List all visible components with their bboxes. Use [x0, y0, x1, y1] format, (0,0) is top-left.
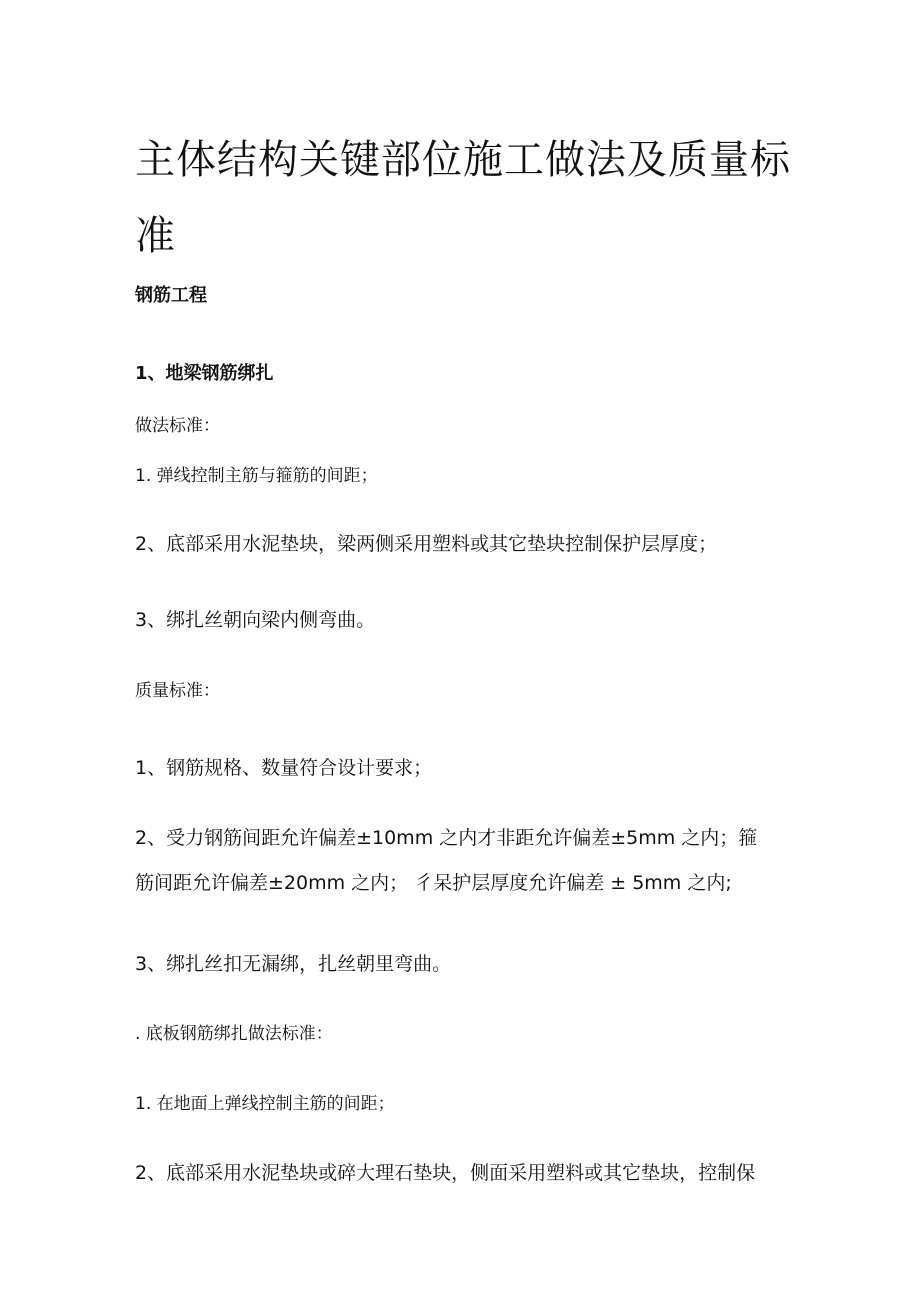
slab-label: . 底板钢筋绑扎做法标准： [135, 1024, 333, 1044]
quality-item-2: 2、受力钢筋间距允许偏差±10mm 之内才非距允许偏差±5mm 之内；箍 [135, 827, 758, 849]
slab-item-1: 1. 在地面上弹线控制主筋的间距； [135, 1094, 395, 1114]
slab-item-2: 2、底部采用水泥垫块或碎大理石垫块，侧面采用塑料或其它垫块，控制保 [135, 1162, 756, 1184]
method-item-1: 1. 弹线控制主筋与箍筋的间距； [135, 466, 378, 486]
page-title: 主体结构关键部位施工做法及质量标准 [135, 137, 791, 259]
quality-label: 质量标准： [135, 681, 220, 701]
quality-item-3: 3、绑扎丝扣无漏绑，扎丝朝里弯曲。 [135, 953, 452, 975]
subsection-heading: 1、地梁钢筋绑扎 [135, 363, 274, 384]
quality-item-2-continued: 筋间距允许偏差±20mm 之内； 彳呆护层厚度允许偏差 ± 5mm 之内; [135, 872, 732, 894]
method-item-2: 2、底部采用水泥垫块，梁两侧采用塑料或其它垫块控制保护层厚度； [135, 533, 718, 555]
section-heading: 钢筋工程 [135, 285, 207, 306]
method-item-3: 3、绑扎丝朝向梁内侧弯曲。 [135, 609, 376, 631]
method-label: 做法标准： [135, 416, 220, 436]
quality-item-1: 1、钢筋规格、数量符合设计要求； [135, 757, 433, 779]
